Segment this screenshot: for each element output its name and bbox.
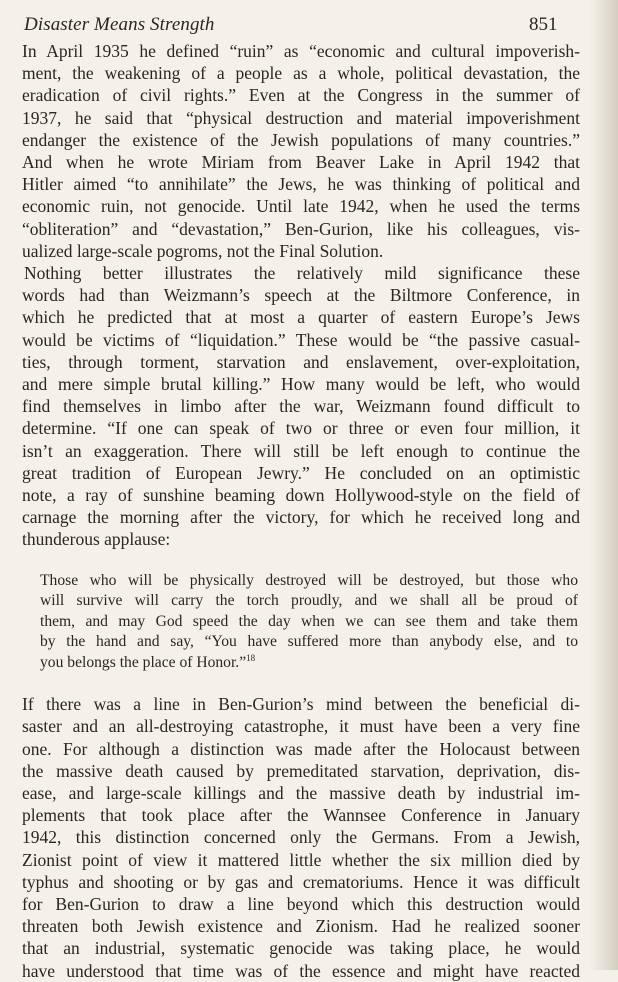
text-line: one. For although a distinction was made after the Holocaust between xyxy=(22,738,580,759)
quote-line xyxy=(40,653,578,674)
page-edge-shadow xyxy=(590,0,618,970)
text-line: great tradition of European Jewry.” He concluded on an optimistic xyxy=(22,462,580,483)
text-line: which he predicted that at most a quarter of eastern Europe’s Jews xyxy=(22,307,580,328)
text-line: endanger the existence of the Jewish populations of many countries.” xyxy=(22,129,580,150)
text-line: the massive death caused by premeditated starvation, deprivation, dis- xyxy=(22,760,580,781)
text-line: determine. “If one can speak of two or three or even four million, it xyxy=(22,418,580,439)
text-line: carnage the morning after the victory, for which he received long and xyxy=(22,507,580,528)
text-line: note, a ray of sunshine beaming down Hollywood-style on the field of xyxy=(22,485,580,506)
text-line: and mere simple brutal killing.” How many would be left, who would xyxy=(22,374,580,395)
text-line: “obliteration” and “devastation,” Ben-Gurion, like his colleagues, vis- xyxy=(22,218,580,239)
paragraph-2 xyxy=(22,262,580,551)
text-line: that an industrial, systematic genocide was taking place, he would xyxy=(22,938,580,959)
text-line: ualized large-scale pogroms, not the Final Solution. xyxy=(22,240,384,261)
text-line: find themselves in limbo after the war, Weizmann found difficult to xyxy=(22,396,580,417)
quote-line: Those who will be physically destroyed will be destroyed, but those who xyxy=(40,571,578,589)
text-line: If there was a line in Ben-Gurion’s mind between the beneficial di- xyxy=(22,694,580,715)
text-line: isn’t an exaggeration. There will still be left enough to continue the xyxy=(22,440,580,461)
text-line: saster and an all-destroying catastrophe, it must have been a very fine xyxy=(22,716,580,737)
text-line: eradication of civil rights.” Even at the Congress in the summer of xyxy=(22,85,580,106)
page-number: 851 xyxy=(529,14,558,35)
text-line: ease, and large-scale killings and the massive death by industrial im- xyxy=(22,782,580,803)
text-line: thunderous applause: xyxy=(22,529,171,550)
running-title: Disaster Means Strength xyxy=(24,14,215,35)
text-line: have understood that time was of the essence and might have reacted xyxy=(22,960,580,981)
block-quote xyxy=(40,571,578,674)
text-line: Nothing better illustrates the relatively mild significance these xyxy=(24,263,580,284)
text-line: 1937, he said that “physical destruction and material impoverishment xyxy=(22,107,580,128)
text-line: 1942, this distinction concerned only the Germans. From a Jewish, xyxy=(22,827,580,848)
paragraph-3 xyxy=(22,693,580,982)
text-line: ties, through torment, starvation and enslavement, over-exploitation, xyxy=(22,351,580,372)
paragraph-1 xyxy=(22,40,580,262)
book-page xyxy=(22,0,580,982)
quote-line: will survive will carry the torch proudly, and we shall all be proud of xyxy=(40,592,578,610)
text-line: plements that took place after the Wannsee Conference in January xyxy=(22,805,580,826)
footnote-marker[interactable]: 18 xyxy=(246,652,256,663)
text-line: typhus and shooting or by gas and crematoriums. Hence it was difficult xyxy=(22,871,580,892)
quote-line: them, and may God speed the day when we can see them and take them xyxy=(40,612,578,630)
text-line: ment, the weakening of a people as a whole, political devastation, the xyxy=(22,63,580,84)
text-line: And when he wrote Miriam from Beaver Lake in April 1942 that xyxy=(22,152,580,173)
text-line: for Ben-Gurion to draw a line beyond which this destruction would xyxy=(22,894,580,914)
quote-line: by the hand and say, “You have suffered more than anybody else, and to xyxy=(40,633,578,651)
quote-text: you belongs the place of Honor.” xyxy=(40,653,247,671)
text-line: Zionist point of view it mattered little whether the six million died by xyxy=(22,849,580,870)
text-line: economic ruin, not genocide. Until late 1942, when he used the terms xyxy=(22,196,580,217)
text-line: Hitler aimed “to annihilate” the Jews, he was thinking of political and xyxy=(22,174,580,195)
text-line: words had than Weizmann’s speech at the Biltmore Conference, in xyxy=(22,285,580,306)
page-header xyxy=(22,0,580,40)
text-line: would be victims of “liquidation.” These would be “the passive casual- xyxy=(22,329,580,350)
text-line: In April 1935 he defined “ruin” as “economic and cultural impoverish- xyxy=(22,41,580,61)
text-line: threaten both Jewish existence and Zionism. Had he realized sooner xyxy=(22,916,580,937)
